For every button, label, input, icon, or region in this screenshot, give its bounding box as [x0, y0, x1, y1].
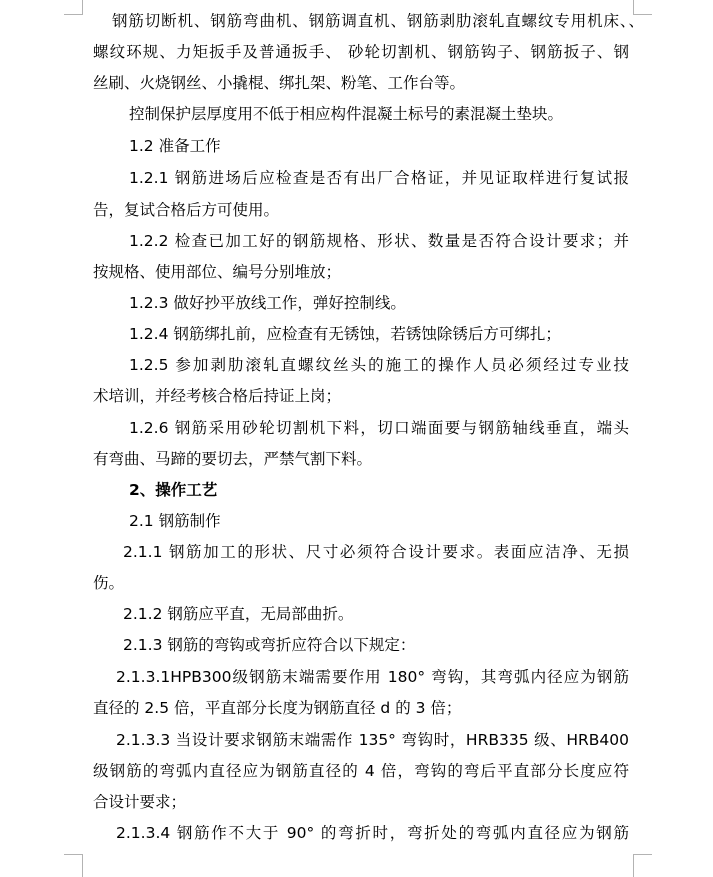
text-line: 2.1.3 钢筋的弯钩或弯折应符合以下规定：	[123, 636, 416, 654]
text-line: 2.1.3.1HPB300级钢筋末端需要作用 180° 弯钩，其弯弧内径应为钢筋	[116, 668, 629, 686]
text-line: 丝刷、火烧钢丝、小撬棍、绑扎架、粉笔、工作台等。	[93, 74, 466, 92]
text-line: 级钢筋的弯弧内直径应为钢筋直径的 4 倍，弯钩的弯后平直部分长度应符	[93, 762, 629, 780]
text-line: 1.2.1 钢筋进场后应检查是否有出厂合格证，并见证取样进行复试报	[129, 169, 629, 187]
crop-mark-bottom-right-vertical	[633, 854, 634, 877]
text-line: 钢筋切断机、钢筋弯曲机、钢筋调直机、钢筋剥肋滚轧直螺纹专用机床、、	[112, 12, 644, 30]
section-heading: 2.1 钢筋制作	[129, 512, 221, 530]
text-line: 2.1.3.3 当设计要求钢筋末端需作 135° 弯钩时，HRB335 级、HRB400	[116, 731, 629, 749]
text-line: 合设计要求；	[93, 793, 187, 811]
text-line: 告，复试合格后方可使用。	[93, 201, 280, 219]
crop-mark-bottom-right-horizontal	[633, 854, 652, 855]
text-line: 螺纹环规、力矩扳手及普通扳手、 砂轮切割机、钢筋钩子、钢筋扳子、钢	[93, 43, 629, 61]
crop-mark-top-left-horizontal	[64, 14, 83, 15]
crop-mark-bottom-left-vertical	[82, 854, 83, 877]
text-line: 1.2.2 检查已加工好的钢筋规格、形状、数量是否符合设计要求；并	[129, 232, 629, 250]
text-line: 1.2.6 钢筋采用砂轮切割机下料，切口端面要与钢筋轴线垂直，端头	[129, 419, 629, 437]
text-line: 2.1.3.4 钢筋作不大于 90° 的弯折时，弯折处的弯弧内直径应为钢筋	[116, 824, 629, 842]
text-line: 按规格、使用部位、编号分别堆放；	[93, 263, 342, 281]
crop-mark-bottom-left-horizontal	[64, 854, 83, 855]
crop-mark-top-left-vertical	[82, 0, 83, 14]
text-line: 控制保护层厚度用不低于相应构件混凝土标号的素混凝土垫块。	[129, 105, 564, 123]
text-line: 1.2.4 钢筋绑扎前，应检查有无锈蚀，若锈蚀除锈后方可绑扎；	[129, 325, 561, 343]
text-line: 2.1.2 钢筋应平直，无局部曲折。	[123, 605, 354, 623]
text-line: 2.1.1 钢筋加工的形状、尺寸必须符合设计要求。表面应洁净、无损	[123, 543, 629, 561]
section-heading: 1.2 准备工作	[129, 137, 221, 155]
text-line: 伤。	[93, 574, 125, 592]
section-heading: 2、操作工艺	[129, 481, 218, 499]
text-line: 1.2.5 参加剥肋滚轧直螺纹丝头的施工的操作人员必须经过专业技	[129, 356, 629, 374]
text-line: 术培训，并经考核合格后持证上岗；	[93, 387, 342, 405]
text-line: 直径的 2.5 倍，平直部分长度为钢筋直径 d 的 3 倍；	[93, 699, 462, 717]
text-line: 有弯曲、马蹄的要切去，严禁气割下料。	[93, 450, 373, 468]
text-line: 1.2.3 做好抄平放线工作，弹好控制线。	[129, 294, 406, 312]
